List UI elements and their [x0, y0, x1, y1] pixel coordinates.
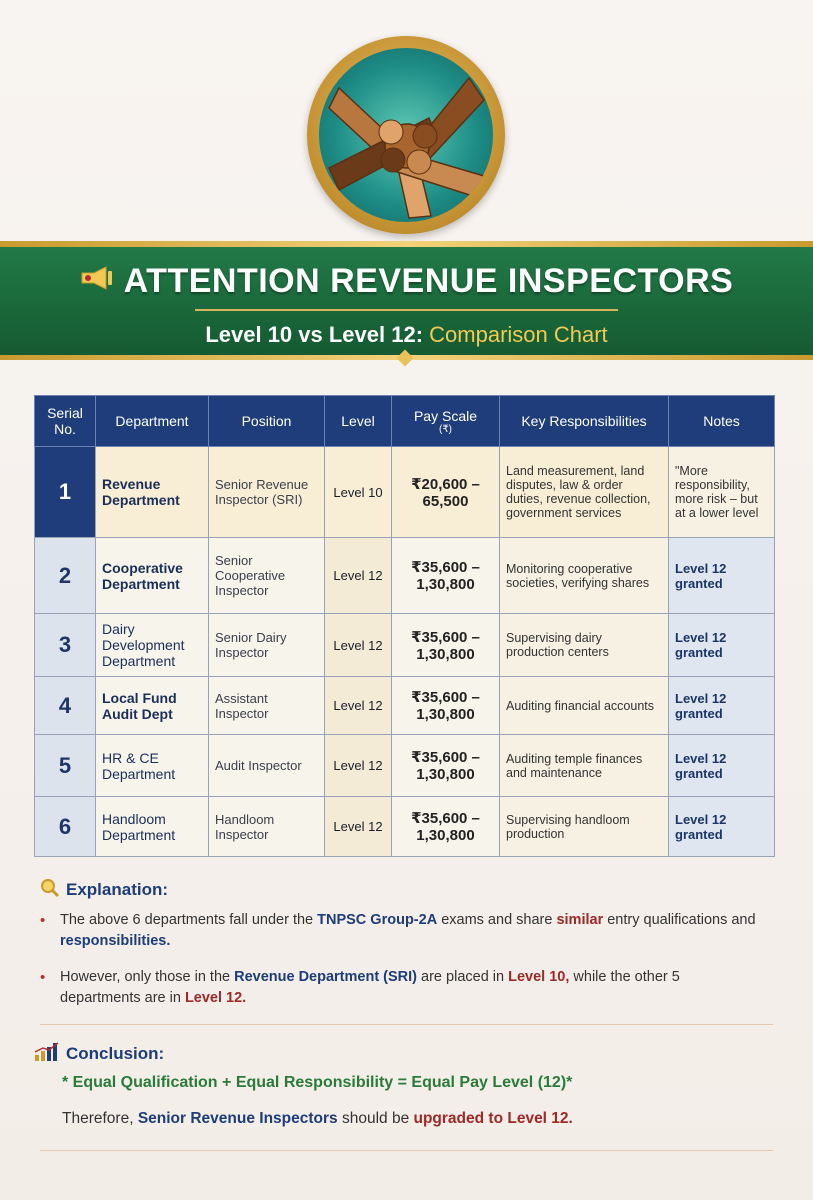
row-level: Level 12	[325, 677, 392, 735]
row-responsibilities: Monitoring cooperative societies, verifying shares	[500, 538, 669, 614]
row-notes: Level 12 granted	[669, 614, 775, 677]
header-responsibilities: Key Responsibilities	[500, 396, 669, 447]
row-responsibilities: Supervising dairy production centers	[500, 614, 669, 677]
conclusion-highlight: Senior Revenue Inspectors	[137, 1110, 338, 1127]
row-pay-scale: ₹35,600 – 1,30,800	[392, 538, 500, 614]
table-header-row	[35, 396, 775, 447]
header-pay-scale	[392, 396, 500, 447]
row-department	[96, 677, 209, 735]
section-divider-bottom	[40, 1150, 773, 1151]
explanation-heading: Explanation:	[66, 879, 169, 899]
bullet-text-part: exams and share	[437, 912, 557, 928]
row-department-text: Handloom Department	[102, 810, 176, 843]
header-pay-scale-unit: (₹)	[438, 423, 453, 435]
row-department-text: Revenue Department	[102, 476, 180, 508]
row-responsibilities: Auditing temple finances and maintenance	[500, 735, 669, 797]
row-department	[96, 797, 209, 857]
row-responsibilities: Land measurement, land disputes, law & order duties, revenue collection, government services	[500, 447, 669, 538]
row-level: Level 10	[325, 447, 392, 538]
row-pay-scale: ₹20,600 – 65,500	[392, 447, 500, 538]
bullet-highlight: Revenue Department (SRI)	[234, 969, 418, 985]
explanation-heading-row	[40, 878, 168, 903]
banner-subtitle	[0, 322, 813, 348]
row-department-text: Local Fund Audit Dept	[102, 689, 177, 722]
explanation-bullet-1	[40, 910, 760, 952]
row-level: Level 12	[325, 614, 392, 677]
bullet-text-part: entry qualifications and	[603, 912, 756, 928]
row-department	[96, 447, 209, 538]
row-level: Level 12	[325, 797, 392, 857]
row-notes: Level 12 granted	[669, 735, 775, 797]
header-department: Department	[96, 396, 209, 447]
conclusion-formula: * Equal Qualification + Equal Responsibility = Equal Pay Level (12)*	[62, 1074, 573, 1091]
row-serial: 5	[35, 735, 96, 797]
bullet-highlight: Level 12.	[184, 990, 247, 1006]
row-position: Audit Inspector	[209, 735, 325, 797]
row-serial: 6	[35, 797, 96, 857]
row-position: Assistant Inspector	[209, 677, 325, 735]
row-position: Handloom Inspector	[209, 797, 325, 857]
row-department	[96, 614, 209, 677]
header-pay-scale-label: Pay Scale	[413, 407, 478, 424]
header-serial: Serial No.	[35, 396, 96, 447]
comparison-table	[34, 395, 775, 857]
conclusion-statement	[62, 1110, 573, 1128]
bullet-text	[60, 910, 760, 952]
row-level: Level 12	[325, 538, 392, 614]
row-department-text: HR & CE Department	[102, 749, 176, 782]
table-row	[35, 797, 775, 857]
row-responsibilities: Auditing financial accounts	[500, 677, 669, 735]
row-notes: Level 12 granted	[669, 797, 775, 857]
joined-hands-icon	[319, 48, 493, 222]
bullet-text-part: However, only those in the	[60, 969, 235, 985]
table-row	[35, 447, 775, 538]
banner-title-row	[0, 262, 813, 303]
magnifier-icon	[40, 878, 60, 903]
header-position: Position	[209, 396, 325, 447]
row-notes: Level 12 granted	[669, 538, 775, 614]
table-row	[35, 677, 775, 735]
bullet-text-part: are placed in	[417, 969, 509, 985]
bullet-highlight: responsibilities.	[60, 933, 171, 949]
banner-title: ATTENTION REVENUE INSPECTORS	[123, 262, 734, 300]
row-serial: 3	[35, 614, 96, 677]
table-row	[35, 735, 775, 797]
row-position: Senior Revenue Inspector (SRI)	[209, 447, 325, 538]
comparison-table-wrapper	[34, 395, 774, 857]
table-row	[35, 614, 775, 677]
conclusion-highlight: upgraded to Level 12.	[413, 1110, 573, 1127]
conclusion-text-part: Therefore,	[62, 1110, 138, 1127]
megaphone-icon	[80, 261, 114, 300]
row-notes: Level 12 granted	[669, 677, 775, 735]
conclusion-heading-row	[34, 1042, 164, 1067]
row-serial: 2	[35, 538, 96, 614]
row-position: Senior Dairy Inspector	[209, 614, 325, 677]
logo-badge	[307, 36, 505, 234]
bar-chart-icon	[34, 1042, 60, 1067]
bullet-highlight: similar	[556, 912, 604, 928]
row-responsibilities: Supervising handloom production	[500, 797, 669, 857]
table-row	[35, 538, 775, 614]
row-department	[96, 538, 209, 614]
row-pay-scale: ₹35,600 – 1,30,800	[392, 797, 500, 857]
row-pay-scale: ₹35,600 – 1,30,800	[392, 614, 500, 677]
row-notes: "More responsibility, more risk – but at a lower level	[669, 447, 775, 538]
row-serial: 4	[35, 677, 96, 735]
row-department-text: Cooperative Department	[102, 559, 183, 592]
bullet-text-part: while the other 5 departments are in	[60, 969, 680, 1006]
bullet-text-part: The above 6 departments fall under the	[60, 912, 318, 928]
explanation-bullet-2	[40, 967, 760, 1009]
conclusion-heading: Conclusion:	[66, 1043, 165, 1063]
row-serial: 1	[35, 447, 96, 538]
header-notes: Notes	[669, 396, 775, 447]
section-divider	[40, 1024, 773, 1025]
bullet-dot: •	[40, 969, 46, 986]
row-level: Level 12	[325, 735, 392, 797]
row-position: Senior Cooperative Inspector	[209, 538, 325, 614]
row-department-text: Dairy Development Department	[102, 621, 185, 669]
bullet-highlight: TNPSC Group-2A	[317, 912, 438, 928]
row-department	[96, 735, 209, 797]
bullet-highlight: Level 10,	[508, 969, 570, 985]
conclusion-text-part: should be	[337, 1110, 414, 1127]
bullet-text	[60, 967, 760, 1009]
banner-rule	[195, 309, 618, 311]
bullet-dot: •	[40, 912, 46, 929]
row-pay-scale: ₹35,600 – 1,30,800	[392, 735, 500, 797]
banner-subtitle-main: Level 10 vs Level 12:	[205, 322, 424, 347]
banner-subtitle-accent: Comparison Chart	[429, 322, 608, 347]
row-pay-scale: ₹35,600 – 1,30,800	[392, 677, 500, 735]
header-level: Level	[325, 396, 392, 447]
